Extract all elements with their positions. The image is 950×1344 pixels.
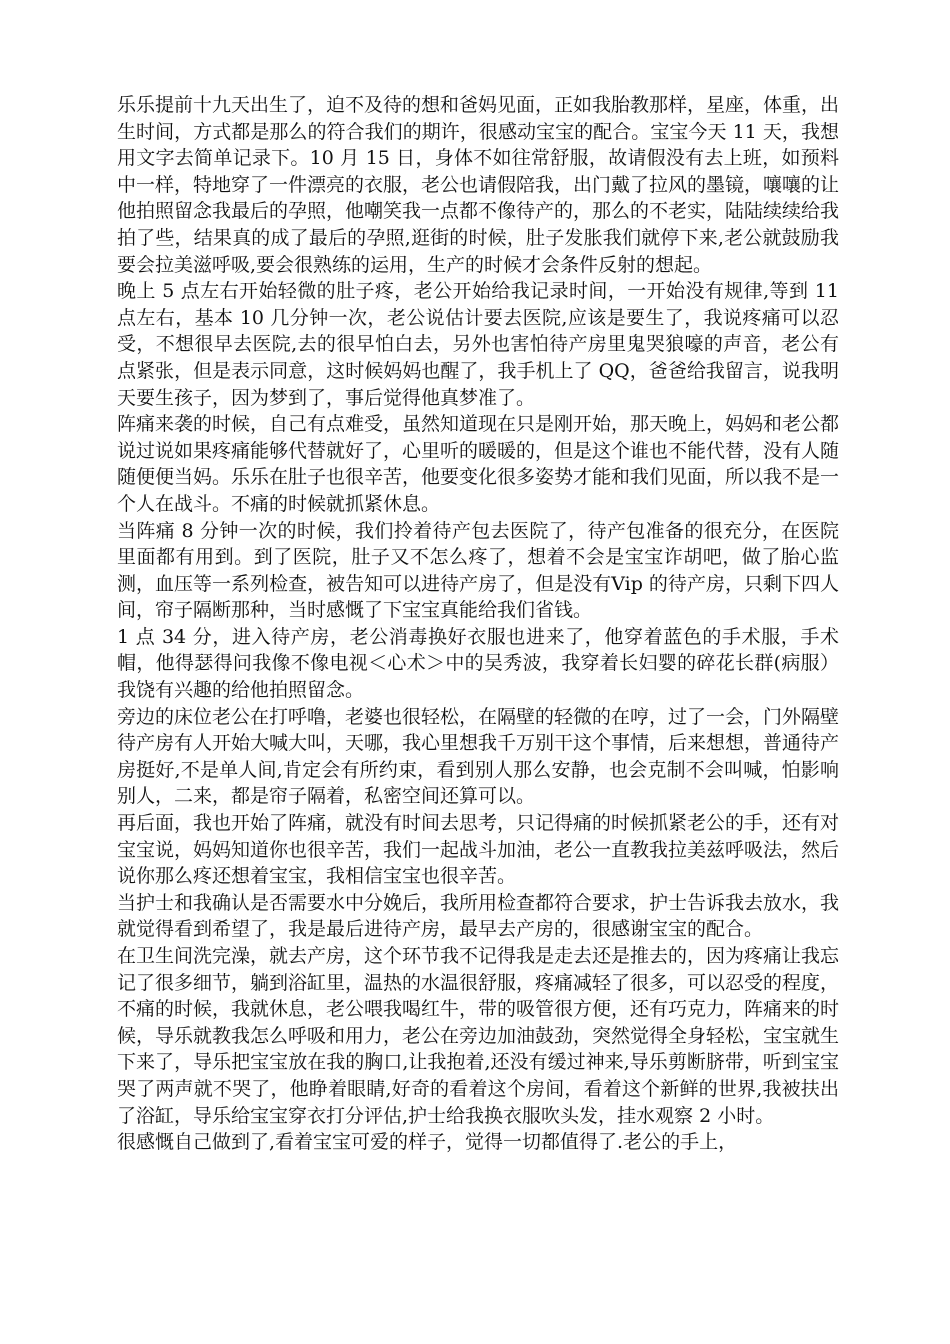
paragraph: 阵痛来袭的时候，自己有点难受，虽然知道现在只是刚开始，那天晚上，妈妈和老公都说过说如果疼痛能够代替就好了，心里听的暖暖的，但是这个谁也不能代替，没有人随随便便当妈。乐乐在肚子也很辛苦，他要变化很多姿势才能和我们见面，所以我不是一个人在战斗。不痛的时候就抓紧休息。 — [117, 413, 840, 515]
paragraph: 很感慨自己做到了,看着宝宝可爱的样子，觉得一切都值得了.老公的手上， — [117, 1131, 738, 1154]
document-body — [117, 92, 839, 1156]
paragraph: 当护士和我确认是否需要水中分娩后，我所用检查都符合要求，护士告诉我去放水，我就觉得看到希望了，我是最后进待产房，最早去产房的，很感谢宝宝的配合。 — [117, 891, 840, 941]
paragraph: 再后面，我也开始了阵痛，就没有时间去思考，只记得痛的时候抓紧老公的手，还有对宝宝说，妈妈知道你也很辛苦，我们一起战斗加油，老公一直教我拉美兹呼吸法，然后说你那么疼还想着宝宝，我相信宝宝也很辛苦。 — [117, 812, 840, 888]
paragraph: 当阵痛 8 分钟一次的时候，我们拎着待产包去医院了，待产包准备的很充分，在医院里面都有用到。到了医院，肚子又不怎么疼了，想着不会是宝宝诈胡吧，做了胎心监测，血压等一系列检查，被告知可以进待产房了，但是没有Vip 的待产房，只剩下四人间，帘子隔断那种，当时感慨了下宝宝真能给我们省钱。 — [117, 519, 839, 622]
paragraph: 1 点 34 分，进入待产房，老公消毒换好衣服也进来了，他穿着蓝色的手术服，手术帽，他得瑟得问我像不像电视＜心术＞中的吴秀波，我穿着长妇婴的碎花长群(病服）我饶有兴趣的给他拍照留念。 — [117, 625, 839, 702]
paragraph: 旁边的床位老公在打呼噜，老婆也很轻松，在隔壁的轻微的在哼，过了一会，门外隔壁待产房有人开始大喊大叫，天哪，我心里想我千万别干这个事情，后来想想，普通待产房挺好,不是单人间,肯定会有所约束，看到别人那么安静，也会克制不会叫喊，怕影响别人，二来，都是帘子隔着，私密空间还算可以。 — [117, 705, 840, 808]
paragraph: 晚上 5 点左右开始轻微的肚子疼，老公开始给我记录时间，一开始没有规律,等到 11 点左右，基本 10 几分钟一次，老公说估计要去医院,应该是要生了，我说疼痛可以忍受，不想很早去医院,去的很早怕白去，另外也害怕待产房里鬼哭狼嚎的声音，老公有点紧张，但是表示同意，这时候妈妈也醒了，我手机上了 QQ，爸爸给我留言，说我明天要生孩子，因为梦到了，事后觉得他真梦准了。 — [117, 280, 839, 409]
paragraph: 在卫生间洗完澡，就去产房，这个环节我不记得我是走去还是推去的，因为疼痛让我忘记了很多细节，躺到浴缸里，温热的水温很舒服，疼痛减轻了很多，可以忍受的程度，不痛的时候，我就休息，老公喂我喝红牛，带的吸管很方便，还有巧克力，阵痛来的时候，导乐就教我怎么呼吸和用力，老公在旁边加油鼓劲，突然觉得全身轻松，宝宝就生下来了，导乐把宝宝放在我的胸口,让我抱着,还没有缓过神来,导乐剪断脐带，听到宝宝哭了两声就不哭了，他睁着眼睛,好奇的看着这个房间，看着这个新鲜的世界,我被扶出了浴缸，导乐给宝宝穿衣打分评估,护士给我换衣服吹头发，挂水观察 2 小时。 — [117, 945, 840, 1127]
paragraph: 乐乐提前十九天出生了，迫不及待的想和爸妈见面，正如我胎教那样，星座，体重，出生时间，方式都是那么的符合我们的期许，很感动宝宝的配合。宝宝今天 11 天，我想用文字去简单记录下。10 月 15 日，身体不如往常舒服，故请假没有去上班，如预料中一样，特地穿了一件漂亮的衣服，老公也请假陪我，出门戴了拉风的墨镜，嚷嚷的让他拍照留念我最后的孕照，他嘲笑我一点都不像待产的，那么的不老实，陆陆续续给我拍了些，结果真的成了最后的孕照,逛街的时候，肚子发胀我们就停下来,老公就鼓励我要会拉美滋呼吸,要会很熟练的运用，生产的时候才会条件反射的想起。 — [117, 94, 840, 276]
